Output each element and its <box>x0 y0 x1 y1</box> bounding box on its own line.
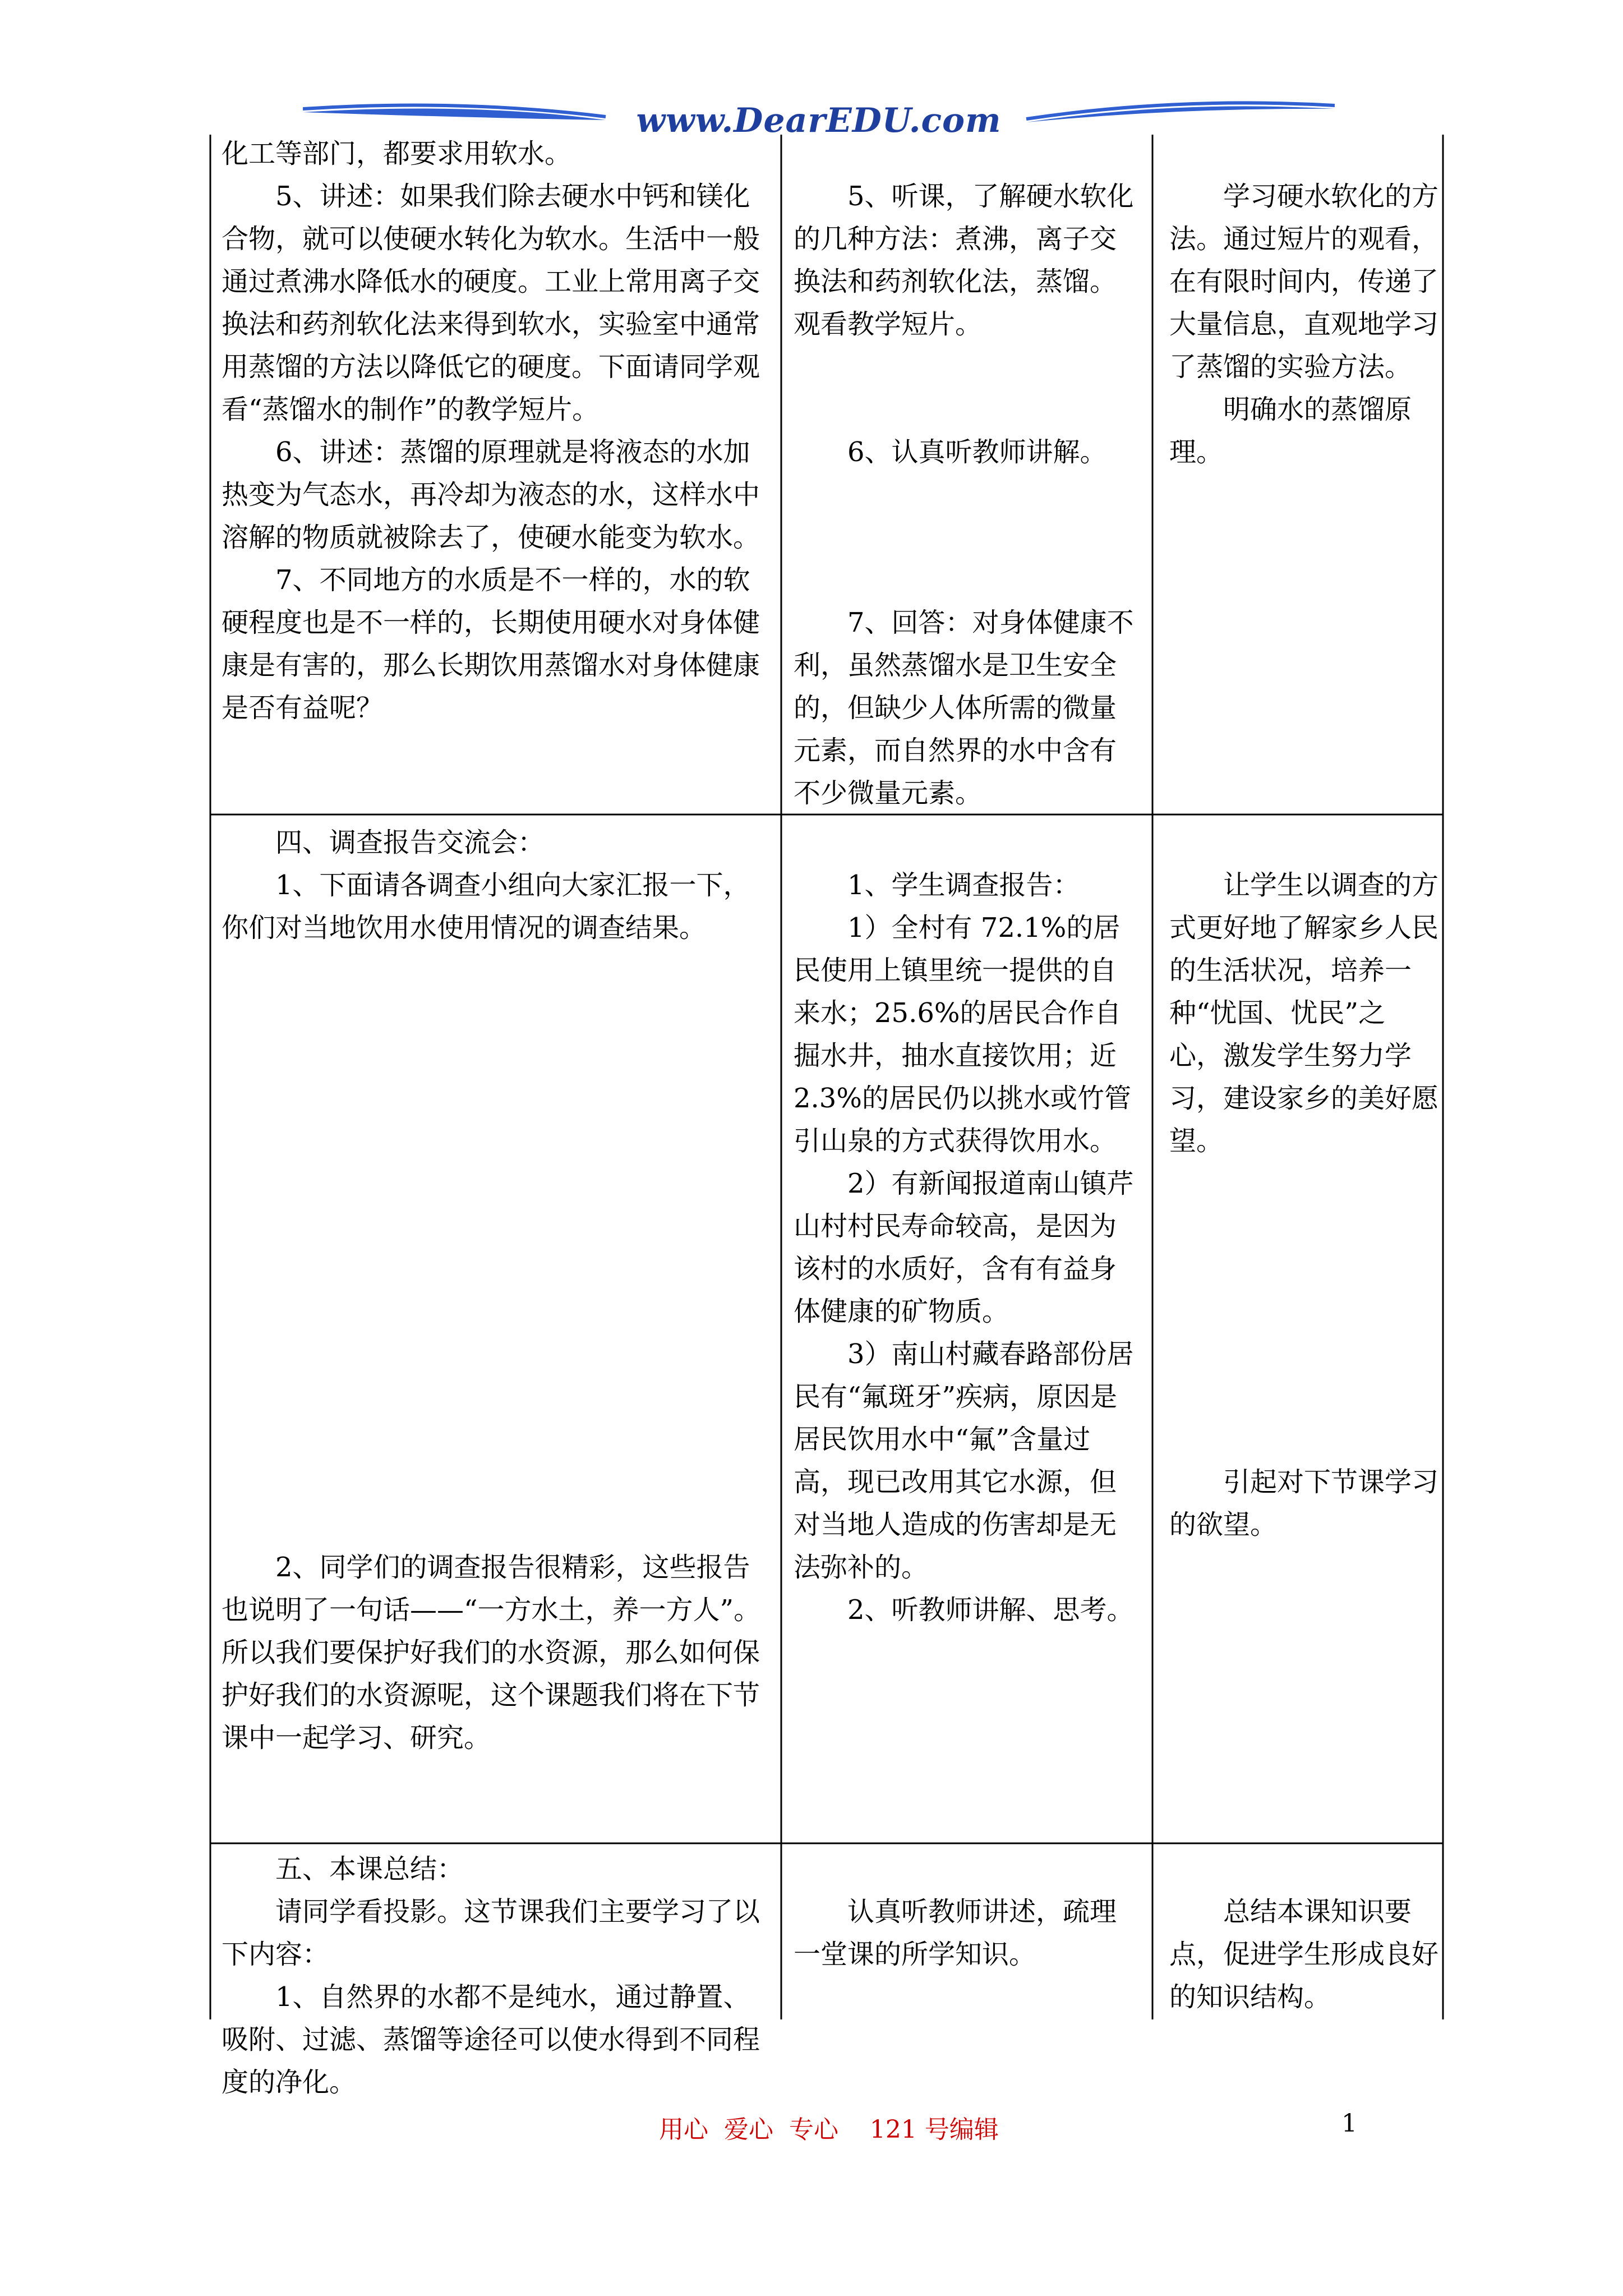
row3-student-cell <box>794 1890 1141 1976</box>
row1-intent-cell <box>1169 175 1438 473</box>
student-text: 1）全村有 72.1%的居民使用上镇里统一提供的自来水；25.6%的居民合作自掘水井，抽水直接饮用；近 2.3%的居民仍以挑水或竹管引山泉的方式获得饮用水。 <box>794 912 1131 1157</box>
intent-text: 总结本课知识要点，促进学生形成良好的知识结构。 <box>1169 1896 1439 2013</box>
row3-intent-cell <box>1169 1890 1438 2018</box>
row2-intent-cell <box>1169 864 1438 1546</box>
intent-text: 学习硬水软化的方法。通过短片的观看，在有限时间内，传递了大量信息，直观地学习了蒸馏的实验方法。 <box>1169 181 1439 383</box>
teacher-text: 四、调查报告交流会： <box>275 827 545 858</box>
intent-text: 明确水的蒸馏原理。 <box>1169 394 1412 468</box>
teacher-text: 2、同学们的调查报告很精彩，这些报告也说明了一句话——“一方水土，养一方人”。所以我们要保护好我们的水资源，那么如何保护好我们的水资源呢，这个课题我们将在下节课中一起学习、研究。 <box>222 1552 761 1754</box>
teacher-text: 五、本课总结： <box>275 1853 464 1885</box>
site-logo-text: www.DearEDU.com <box>636 101 1002 140</box>
student-text: 2、听教师讲解、思考。 <box>847 1594 1134 1626</box>
teacher-text: 1、自然界的水都不是纯水，通过静置、吸附、过滤、蒸馏等途径可以使水得到不同程度的净化。 <box>222 1981 760 2098</box>
teacher-text: 请同学看投影。这节课我们主要学习了以下内容： <box>222 1896 760 1970</box>
intent-text: 引起对下节课学习的欲望。 <box>1169 1466 1439 1540</box>
student-text: 5、听课，了解硬水软化的几种方法：煮沸，离子交换法和药剂软化法，蒸馏。观看教学短片。 <box>794 181 1134 340</box>
row2-student-cell <box>794 864 1141 1631</box>
teacher-text: 7、不同地方的水质是不一样的，水的软硬程度也是不一样的，长期使用硬水对身体健康是有害的，那么长期饮用蒸馏水对身体健康是否有益呢？ <box>222 564 760 724</box>
teacher-text: 5、讲述：如果我们除去硬水中钙和镁化合物，就可以使硬水转化为软水。生活中一般通过煮沸水降低水的硬度。工业上常用离子交换法和药剂软化法来得到软水，实验室中通常用蒸馏的方法以降低它的硬度。下面请同学观看“蒸馏水的制作”的教学短片。 <box>222 181 760 425</box>
row1-student-cell <box>794 175 1141 815</box>
intent-text: 让学生以调查的方式更好地了解家乡人民的生活状况，培养一种“忧国、忧民”之心，激发学生努力学习，建设家乡的美好愿望。 <box>1169 869 1439 1157</box>
row2-teacher-cell <box>222 821 771 1759</box>
teacher-text: 化工等部门，都要求用软水。 <box>222 138 572 169</box>
student-text: 7、回答：对身体健康不利，虽然蒸馏水是卫生安全的，但缺少人体所需的微量元素，而自然界的水中含有不少微量元素。 <box>794 607 1134 809</box>
footer-text: 用心 爱心 专心 121 号编辑 <box>659 2115 999 2144</box>
row1-teacher-cell <box>222 132 771 729</box>
page-number: 1 <box>1341 2109 1357 2138</box>
row3-teacher-cell <box>222 1848 771 2104</box>
student-text: 6、认真听教师讲解。 <box>847 436 1107 468</box>
teacher-text: 1、下面请各调查小组向大家汇报一下，你们对当地饮用水使用情况的调查结果。 <box>222 869 750 944</box>
teacher-text: 6、讲述：蒸馏的原理就是将液态的水加热变为气态水，再冷却为液态的水，这样水中溶解的物质就被除去了，使硬水能变为软水。 <box>222 436 760 553</box>
student-text: 3）南山村藏春路部份居民有“氟斑牙”疾病，原因是居民饮用水中“氟”含量过高，现已改用其它水源，但对当地人造成的伤害却是无法弥补的。 <box>794 1338 1134 1583</box>
student-text: 2）有新闻报道南山镇芹山村村民寿命较高，是因为该村的水质好，含有有益身体健康的矿物质。 <box>794 1168 1134 1327</box>
student-text: 1、学生调查报告： <box>847 869 1080 901</box>
student-text: 认真听教师讲述，疏理一堂课的所学知识。 <box>794 1896 1117 1970</box>
